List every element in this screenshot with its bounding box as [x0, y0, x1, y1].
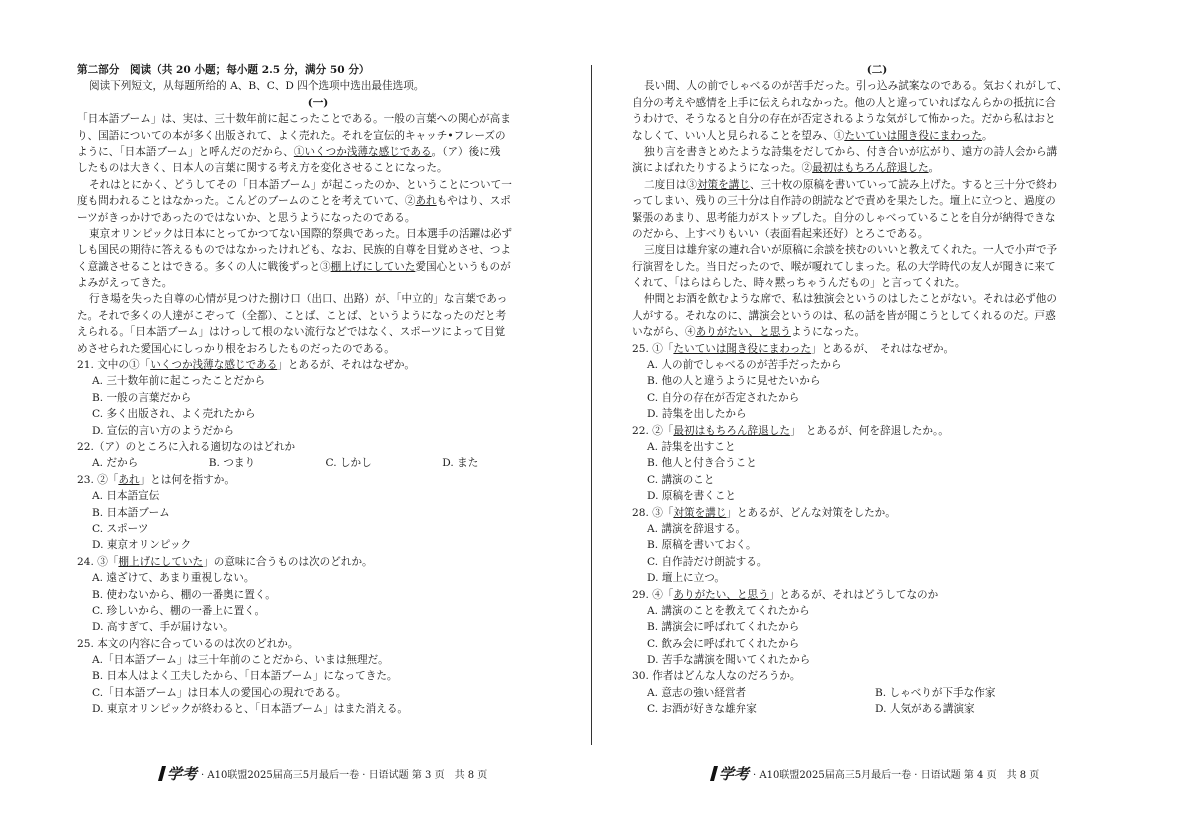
passage-title-2: (二) [866, 64, 888, 76]
option: A. 遠ざけて、あまり重視しない。 [92, 572, 255, 585]
option: D. 原稿を書くこと [647, 490, 737, 503]
passage-2-paragraph-1: 長い間、人の前でしゃべるのが苦手だった。引っ込み試案なのである。気おくれがして、 自分の考えや感情を上手に伝えられなかった。他の人と違っていればなんらかの抵抗に合 うわけで、そうなると自分の存在が否定されるような気がして怖かった。だから私はおと なしくて、いい人と見られることを望み、①たいていは聞き役にまわった。 [632, 80, 1068, 142]
option: D. 東京オリンピックが終わると、「日本語ブーム」はまた消える。 [92, 703, 409, 716]
passage-1-paragraph-4: 行き場を失った自尊の心情が見つけた捌け口（出口、出路）が、「中立的」な言葉であっ た。それで多くの人達がこぞって（全都）、ことば、ことば、というようになったのだと考 えられる。「日本語ブーム」はけっして根のない流行などではなく、スポーツによって目覚 めさせられた愛国心にしっかり根をおろしたものだったのである。 [77, 293, 508, 355]
instructions: 阅读下列短文，从每题所给的 A、B、C、D 四个选项中选出最佳选项。 [89, 80, 425, 93]
option: B. 一般の言葉だから [92, 391, 192, 404]
page-footer-right [712, 763, 1039, 784]
option: C. 自作詩だけ朗読する。 [647, 555, 768, 568]
option: C.「日本語ブーム」は日本人の愛国心の現れである。 [92, 686, 347, 699]
logo: 学考 [719, 765, 750, 783]
option: D. 東京オリンピック [92, 539, 192, 552]
passage-1-paragraph-1: 「日本語ブーム」は、実は、三十数年前に起こったことである。一般の言葉への関心が高ま り、国語についての本が多く出版されて、よく売れた。それを宣伝的キャッチ•フレーズの ように、「日本語ブーム」と呼んだのだから、①いくつか浅薄な感じである。（ア）後に残 したものは大きく、日本人の言葉に関する考え方を変化させることになった。 [77, 113, 511, 175]
footer-text: · A10联盟2025届高三5月最后一卷 · 日语试题 第 3 页 共 8 页 [201, 770, 488, 781]
page-divider [591, 65, 592, 745]
option: A. 人の前でしゃべるのが苦手だったから [647, 359, 842, 372]
option: D. 人気がある講演家 [875, 703, 975, 716]
question-25b: 25. ①「たいていは聞き役にまわった」とあるが、 それはなぜか。 A. 人の前でしゃべるのが苦手だったから B. 他の人と違うように見せたいから C. 自分の存在が否定されたから D. 詩集を出したから [632, 341, 1122, 423]
passage-2-paragraph-3: 二度目は③対策を講じ、三十枚の原稿を書いていって読み上げた。すると三十分で終わ ってしまい、残りの三十分は自作詩の朗読などで責めを果たした。壇上に立つと、過度の 緊張のあまり、思考能力がストップした。自分のしゃべっていることを自分が納得できな のだから、上すべりもいい（表面看起来还好）とろこである。 [632, 178, 1058, 240]
question-22b: 22. ②「最初はもちろん辞退した」 とあるが、何を辞退したか。。 A. 詩集を出すこと B. 他人と付き合うこと C. 講演のこと D. 原稿を書くこと [632, 423, 1122, 505]
passage-2-paragraph-5: 仲間とお酒を飲むような席で、私は独演会というのはしたことがない。それは必ず他の 人がする。それなのに、講演会というのは、私の話を皆が聞こうとしてくれるのだ。戸惑 いながら、④ありがたい、と思うようになった。 [632, 293, 1057, 339]
option: B. 講演会に呼ばれてくれたから [647, 621, 800, 634]
option: A. 意志の強い経営者 [647, 686, 747, 699]
option: D. 苦手な講演を聞いてくれたから [647, 654, 811, 667]
underlined-phrase-3: 対策を講じ [696, 178, 750, 191]
option: B. つまり [208, 457, 256, 470]
question-22: 22.（ア）のところに入れる適切なのはどれか A. だから B. つまり C. しかし D. また [77, 439, 559, 472]
passage-2-paragraph-2: 独り言を書きとめたような詩集をだしてから、付き合いが広がり、遠方の詩人会から講 演によばれたりするようになった。②最初はもちろん辞退した。 [632, 145, 1058, 175]
option: B. 他人と付き合うこと [647, 457, 757, 470]
question-23: 23. ②「あれ」とは何を指すか。 A. 日本語宣伝 B. 日本語ブーム C. スポーツ D. 東京オリンピック [77, 472, 559, 554]
option: A. 日本語宣伝 [92, 490, 160, 503]
section-header: 第二部分 阅读（共 20 小题；每小题 2.5 分，满分 50 分） [77, 64, 370, 76]
underlined-phrase-2: あれ [415, 195, 437, 208]
option: C. 多く出版され、よく売れたから [92, 408, 256, 421]
option: C. 自分の存在が否定されたから [647, 391, 800, 404]
page-footer-left [160, 763, 487, 784]
left-page [77, 62, 559, 718]
question-28: 28. ③「対策を講じ」とあるが、どんな対策をしたか。 A. 講演を辞退する。 B. 原稿を書いておく。 C. 自作詩だけ朗読する。 D. 壇上に立つ。 [632, 505, 1122, 587]
footer-text: · A10联盟2025届高三5月最后一卷 · 日语试题 第 4 页 共 8 页 [753, 770, 1040, 781]
option: C. スポーツ [92, 522, 149, 535]
question-30: 30. 作者はどんな人なのだろうか。 A. 意志の強い経営者 B. しゃべりが下手な作家 C. お酒が好きな雄弁家 D. 人気がある講演家 [632, 668, 1122, 717]
question-29: 29. ④「ありがたい、と思う」とあるが、それはどうしてなのか A. 講演のことを教えてくれたから B. 講演会に呼ばれてくれたから C. 飲み会に呼ばれてくれたから D. 苦手な講演を聞いてくれたから [632, 587, 1122, 669]
option: A. だから [92, 457, 139, 470]
underlined-phrase-1: ①いくつか浅薄な感じである [293, 145, 432, 158]
option: C. 飲み会に呼ばれてくれたから [647, 637, 800, 650]
underlined-phrase-4: ありがたい、と思う [695, 326, 791, 339]
question-24: 24. ③「棚上げにしていた」の意味に合うものは次のどれか。 A. 遠ざけて、あまり重視しない。 B. 使わないから、棚の一番奥に置く。 C. 珍しいから、棚の一番上に置く。 D. 高すぎて、手が届けない。 [77, 554, 559, 636]
option: C. 珍しいから、棚の一番上に置く。 [92, 604, 266, 617]
option: D. 高すぎて、手が届けない。 [92, 621, 234, 634]
option: D. 壇上に立つ。 [647, 572, 725, 585]
option: B. 他の人と違うように見せたいから [647, 375, 821, 388]
option: D. また [442, 457, 479, 470]
option: D. 宣伝的言い方のようだから [92, 424, 234, 437]
underlined-phrase-2: 最初はもちろん辞退した [812, 162, 929, 175]
option: B. しゃべりが下手な作家 [875, 686, 996, 699]
option: B. 使わないから、棚の一番奥に置く。 [92, 588, 276, 601]
option: B. 日本語ブーム [92, 506, 170, 519]
logo: 学考 [167, 765, 198, 783]
option: A. 講演を辞退する。 [647, 522, 747, 535]
passage-title-1: (一) [307, 96, 329, 109]
underlined-phrase-3: 棚上げにしていた [330, 260, 416, 273]
option: A. 講演のことを教えてくれたから [647, 604, 810, 617]
logo-mark-icon [158, 766, 166, 781]
question-21: 21. 文中の①「いくつか浅薄な感じである」とあるが、それはなぜか。 A. 三十数年前に起こったことだから B. 一般の言葉だから C. 多く出版され、よく売れたから D. 宣伝的言い方のようだから [77, 357, 559, 439]
option: A. 三十数年前に起こったことだから [92, 375, 266, 388]
passage-1-paragraph-3: 東京オリンピックは日本にとってかつてない国際的祭典であった。日本選手の活躍は必ず しも国民の期待に答えるものではなかったけれども、なお、民族的自尊を目覚めさせ、つよ く意識させることはできる。多くの人に戦後ずっと③棚上げにしていた愛国心というものが よみがえってきた。 [77, 227, 513, 290]
option: C. 講演のこと [647, 473, 715, 486]
option: B. 日本人はよく工夫したから、「日本語ブーム」になってきた。 [92, 670, 398, 683]
underlined-phrase-1: たいていは聞き役にまわった [844, 129, 982, 142]
option: A.「日本語ブーム」は三十年前のことだから、いまは無理だ。 [92, 654, 389, 667]
question-25: 25. 本文の内容に合っているのは次のどれか。 A.「日本語ブーム」は三十年前のことだから、いまは無理だ。 B. 日本人はよく工夫したから、「日本語ブーム」になってきた。 C.「日本語ブーム」は日本人の愛国心の現れである。 D. 東京オリンピックが終わると、「日本語ブーム」はまた消える。 [77, 636, 559, 718]
right-page [632, 62, 1122, 718]
option: C. お酒が好きな雄弁家 [647, 703, 757, 716]
logo-mark-icon [710, 766, 718, 781]
passage-2-paragraph-4: 三度目は雄弁家の連れ合いが原稿に余談を挟むのいいと教えてくれた。一人で小声で予 行演習をした。当日だったので、喉が嗄れてしまった。私の大学時代の友人が聞きに来て くれて、「はらはらした、時々黙っちゃうんだもの」と言ってくれた。 [632, 244, 1058, 290]
passage-1-paragraph-2: それはとにかく、どうしてその「日本語ブーム」が起こったのか、ということについて一 度も問われることはなかった。こんどのブームのことを考えていて、②あれもやはり、スポ ーツがきっかけであったのではないか、と思うようになったのである。 [77, 178, 512, 224]
option: A. 詩集を出すこと [647, 440, 736, 453]
option: C. しかし [325, 457, 372, 470]
option: D. 詩集を出したから [647, 408, 747, 421]
option: B. 原稿を書いておく。 [647, 539, 757, 552]
